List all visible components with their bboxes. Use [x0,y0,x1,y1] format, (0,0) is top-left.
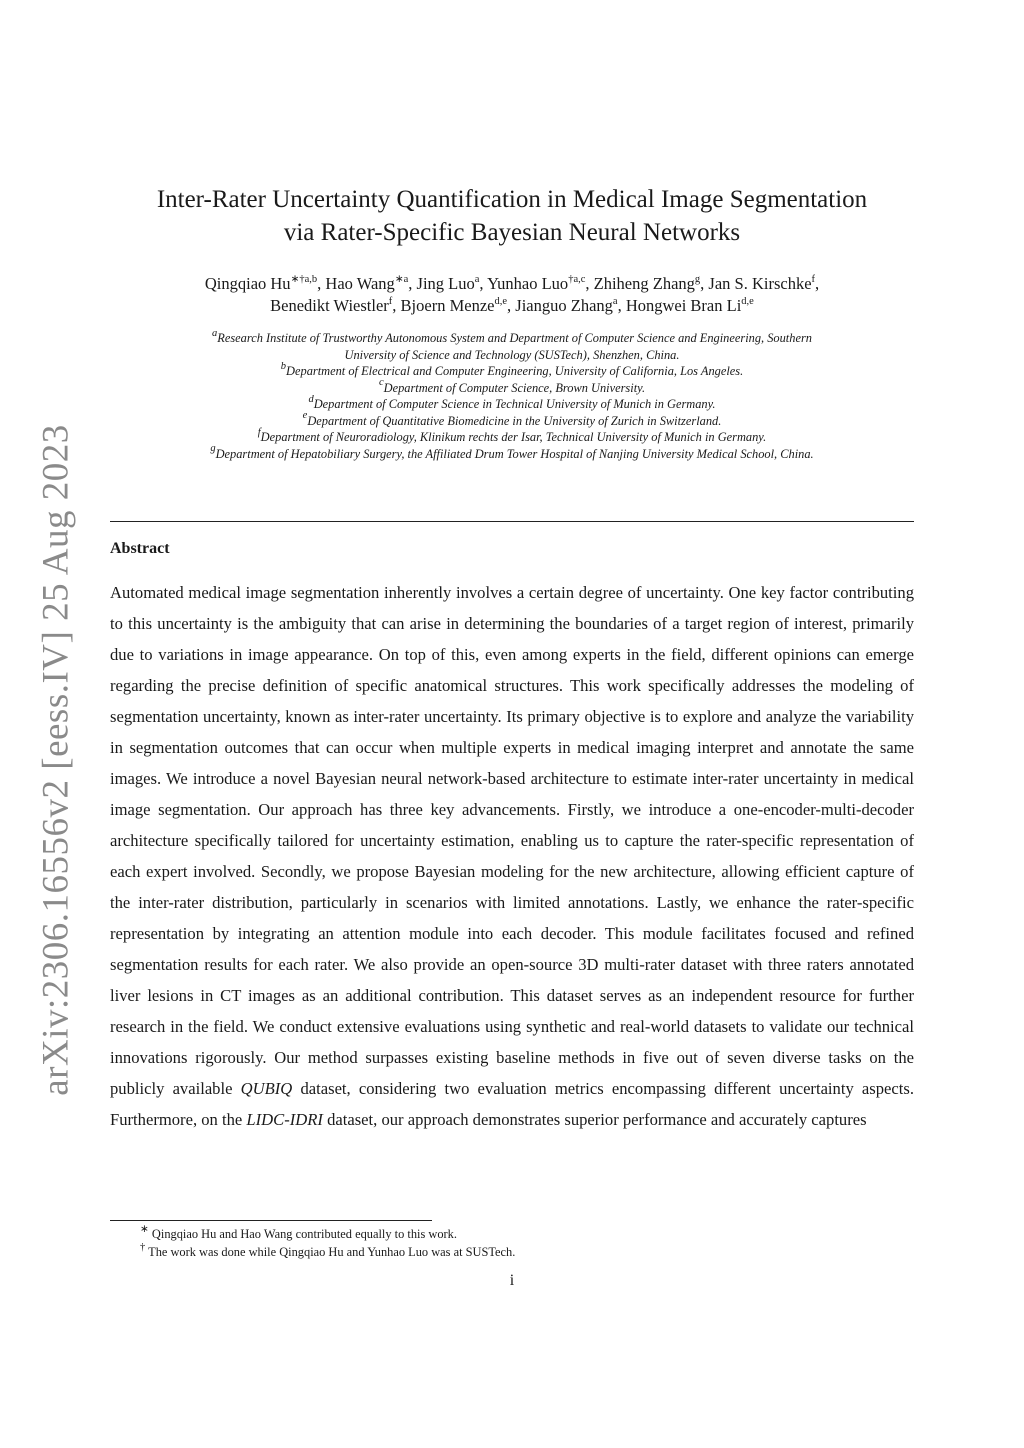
page-number: i [509,1272,515,1289]
title-line-2: via Rater-Specific Bayesian Neural Networks [283,219,741,246]
abstract-text: Automated medical image segmentation inherently involves a certain degree of uncertainty. One key factor contributing to this uncertainty is the ambiguity that can arise in determining the boundaries of a target region of interest, primarily due to variations in image appearance. On top of this, even among experts in the field, different opinions can emerge regarding the precise definition of specific anatomical structures. This work specifically addresses the modeling of segmentation uncertainty, known as inter-rater uncertainty. Its primary objective is to explore and analyze the variability in segmentation outcomes that can occur when multiple experts in medical imaging interpret and annotate the same images. We introduce a novel Bayesian neural network-based architecture to estimate inter-rater uncertainty in medical image segmentation. Our approach has three key advancements. Firstly, we introduce a one-encoder-multi-decoder architecture specifically tailored for uncertainty estimation, enabling us to capture the rater-specific representation of each expert involved. Secondly, we propose Bayesian modeling for the new architecture, allowing efficient capture of the inter-rater distribution, particularly in scenarios with limited annotations. Lastly, we enhance the rater-specific representation by integrating an attention module into each decoder. This module facilitates focused and refined segmentation results for each rater. We also provide an open-source 3D multi-rater dataset with three raters annotated liver lesions in CT images as an additional contribution. This dataset serves as an independent resource for further research in the field. We conduct extensive evaluations using synthetic and real-world datasets to validate our technical innovations rigorously. Our method surpasses existing baseline methods in five out of seven diverse tasks on the publicly available QUBIQ dataset, considering two evaluation metrics encompassing different uncertainty aspects. Furthermore, on the LIDC-IDRI dataset, our approach demonstrates superior performance and accurately captures [110,583,914,1129]
footnote: ∗ Qingqiao Hu and Hao Wang contributed equally to this work. [140,1223,457,1241]
arxiv-identifier: arXiv:2306.16556v2 [eess.IV] 25 Aug 2023 [35,424,77,1096]
affiliation-list [100,327,924,462]
affiliation: $^a$Research Institute of Trustworthy Autonomous System and Department of Computer Science and Engineering, Southern [212,327,812,345]
author: Hongwei Bran Li$^{d,e}$ [625,295,754,315]
author: Jianguo Zhang$^a$ [515,295,618,315]
footnotes [110,1225,914,1261]
affiliation: $^f$Department of Neuroradiology, Klinikum rechts der Isar, Technical University of Munich in Germany. [257,426,767,444]
author: Jing Luo$^a$ [416,273,480,293]
author-list: Qingqiao $Hu^{∗\dagger a,b}$, Hao Wang$^{∗a}$, Jing Luo$^a$, Yunhao Luo$^{\dagger a,c}$, Zhiheng Zhang$^g$, Jan S. Kirschke$^f$, Benedikt Wiestler$^f$, Bjoern Menze$^{d,e}$, Jianguo Zhang$^a$, Hongwei Bran Li$^{d,e}$ [204,273,820,315]
author: Jan S. Kirschke$^f$ [708,273,816,293]
author: Benedikt Wiestler$^f$ [270,295,393,315]
footnote-rule [110,1220,432,1221]
author: Yunhao Luo$^{\dagger a,c}$ [487,273,586,293]
affiliation-continued: University of Science and Technology (SUSTech), Shenzhen, China. [344,347,680,362]
paper-title [110,183,914,249]
affiliation: $^c$Department of Computer Science, Brown University. [378,377,646,395]
author: Zhiheng Zhang$^g$ [593,273,701,293]
dataset-name-qubiq: QUBIQ [240,1079,293,1098]
affiliation: $^b$Department of Electrical and Computer Engineering, University of California, Los Angeles. [280,360,744,378]
author: Qingqiao $Hu^{∗\dagger a,b}$ [204,273,318,293]
affiliation: $^g$Department of Hepatobiliary Surgery, the Affiliated Drum Tower Hospital of Nanjing University Medical School, China. [210,443,814,461]
dataset-name-lidc-idri: LIDC-IDRI [246,1110,323,1129]
affiliation: $^d$Department of Computer Science in Technical University of Munich in Germany. [308,393,716,411]
abstract-top-rule [110,521,914,522]
abstract-heading: Abstract [110,540,170,557]
footnote: † The work was done while Qingqiao Hu and Yunhao Luo was at SUSTech. [140,1241,516,1259]
author: Bjoern Menze$^{d,e}$ [400,295,508,315]
title-line-1: Inter-Rater Uncertainty Quantification in Medical Image Segmentation [156,186,868,213]
affiliation: $^e$Department of Quantitative Biomedicine in the University of Zurich in Switzerland. [302,410,722,428]
author: Hao Wang$^{∗a}$ [325,273,409,293]
